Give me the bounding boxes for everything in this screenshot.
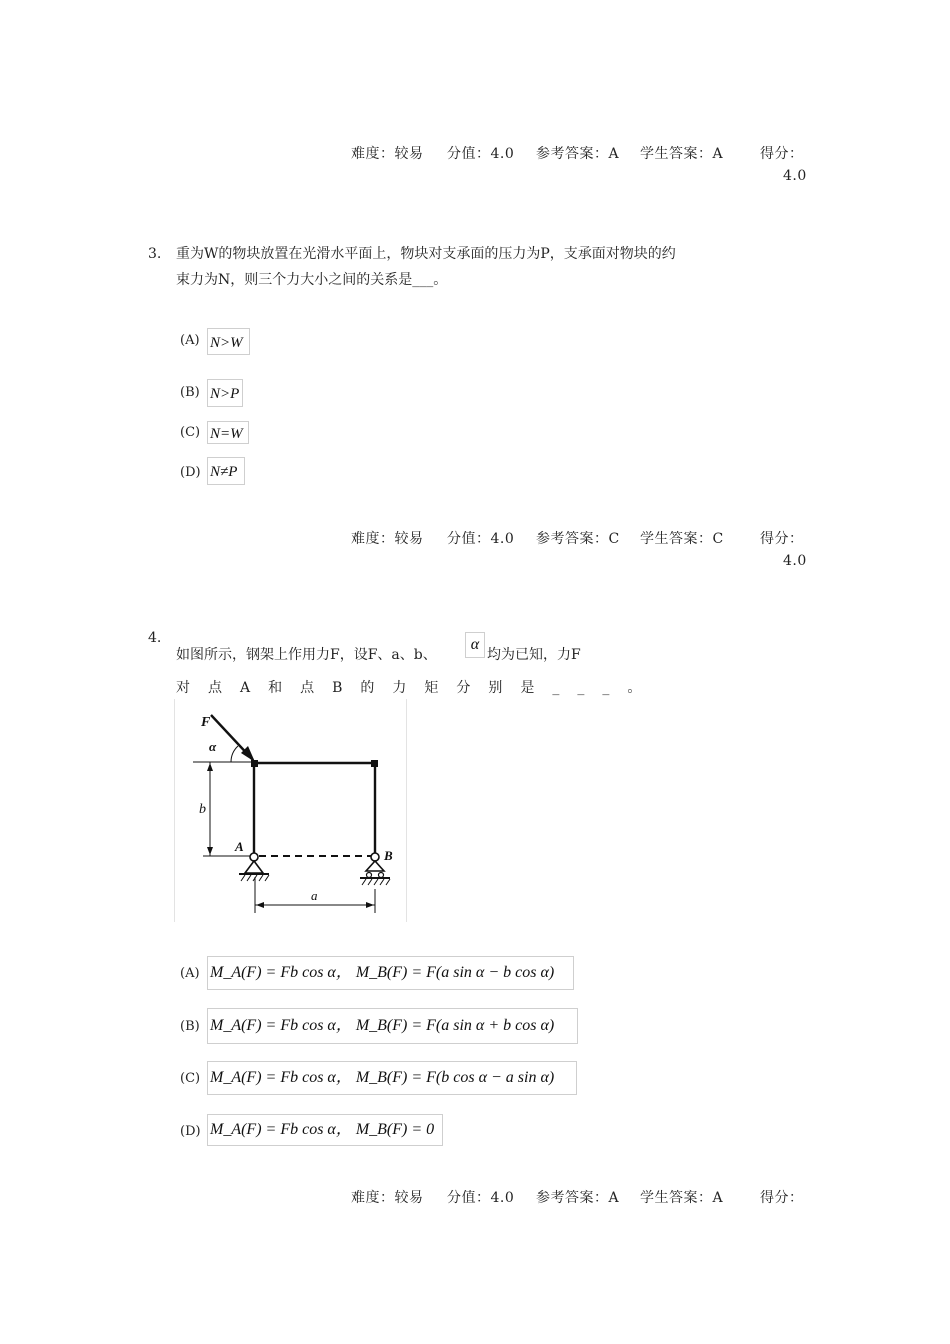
option-d-label[interactable]: (D) xyxy=(180,1124,201,1139)
question-text-line1: 重为W的物块放置在光滑水平面上，物块对支承面的压力为P，支承面对物块的约 xyxy=(176,246,676,262)
dimension-b-arrow-top xyxy=(207,763,213,771)
support-b-hatch xyxy=(362,879,390,885)
result-reference-answer: 参考答案：A xyxy=(536,146,620,162)
right-corner-gusset xyxy=(371,760,378,767)
option-a-formula[interactable]: N>W xyxy=(207,328,250,355)
option-b-formula[interactable]: M_A(F) = Fb cos α， M_B(F) = F(a sin α + b cos α) xyxy=(207,1008,578,1044)
option-b-label[interactable]: (B) xyxy=(180,1019,200,1034)
label-b: b xyxy=(199,802,206,817)
result-reference-answer: 参考答案：C xyxy=(536,531,620,547)
label-alpha: α xyxy=(209,739,217,754)
dimension-b-arrow-bottom xyxy=(207,847,213,855)
question-text-line1-end: 均为已知，力F xyxy=(487,647,581,663)
result-student-answer: 学生答案：A xyxy=(640,1190,724,1206)
question-number: 3. xyxy=(148,246,162,262)
support-b-pin xyxy=(371,853,379,861)
question-number: 4. xyxy=(148,630,162,646)
alpha-symbol: α xyxy=(465,632,485,658)
label-f: F xyxy=(201,715,211,730)
option-b-label[interactable]: (B) xyxy=(180,385,200,400)
result-points-label: 得分： xyxy=(760,531,804,547)
option-a-formula[interactable]: M_A(F) = Fb cos α， M_B(F) = F(a sin α − b cos α) xyxy=(207,956,574,990)
beam-and-right-column xyxy=(254,763,375,854)
label-a-dim: a xyxy=(311,888,318,903)
option-a-label[interactable]: (A) xyxy=(180,966,200,981)
question-text-line2: 对点A和点B的力矩分别是___。 xyxy=(176,680,660,696)
result-points-value: 4.0 xyxy=(783,168,807,184)
option-a-label[interactable]: (A) xyxy=(180,333,200,348)
question-text-line2: 束力为N，则三个力大小之间的关系是___。 xyxy=(176,272,448,288)
dimension-a-arrow-right xyxy=(366,902,374,908)
support-b-roller-1 xyxy=(367,873,372,878)
option-c-label[interactable]: (C) xyxy=(180,1071,201,1086)
result-difficulty: 难度：较易 xyxy=(351,1190,424,1206)
option-c-formula[interactable]: N=W xyxy=(207,421,249,444)
result-difficulty: 难度：较易 xyxy=(351,531,424,547)
result-points-label: 得分： xyxy=(760,1190,804,1206)
support-a-triangle xyxy=(245,861,263,873)
question-text-line1-start: 如图所示，钢架上作用力F，设F、a、b、 xyxy=(176,647,437,663)
label-b-point: B xyxy=(384,848,393,863)
result-student-answer: 学生答案：A xyxy=(640,146,724,162)
result-points-label: 得分： xyxy=(760,146,804,162)
alpha-arc xyxy=(231,746,238,762)
frame-figure xyxy=(174,699,407,922)
support-b-roller-2 xyxy=(379,873,384,878)
option-b-formula[interactable]: N>P xyxy=(207,379,243,407)
result-score: 分值：4.0 xyxy=(447,146,515,162)
option-c-formula[interactable]: M_A(F) = Fb cos α， M_B(F) = F(b cos α − a sin α) xyxy=(207,1061,577,1095)
result-reference-answer: 参考答案：A xyxy=(536,1190,620,1206)
label-a-point: A xyxy=(235,839,244,854)
result-student-answer: 学生答案：C xyxy=(640,531,724,547)
frame-diagram xyxy=(175,699,406,922)
result-score: 分值：4.0 xyxy=(447,1190,515,1206)
result-points-value: 4.0 xyxy=(783,553,807,569)
option-d-formula[interactable]: N≠P xyxy=(207,457,245,485)
support-b-triangle xyxy=(366,861,384,871)
result-score: 分值：4.0 xyxy=(447,531,515,547)
option-d-formula[interactable]: M_A(F) = Fb cos α， M_B(F) = 0 xyxy=(207,1114,443,1146)
option-d-label[interactable]: (D) xyxy=(180,465,201,480)
dimension-a-arrow-left xyxy=(256,902,264,908)
option-c-label[interactable]: (C) xyxy=(180,425,201,440)
result-difficulty: 难度：较易 xyxy=(351,146,424,162)
